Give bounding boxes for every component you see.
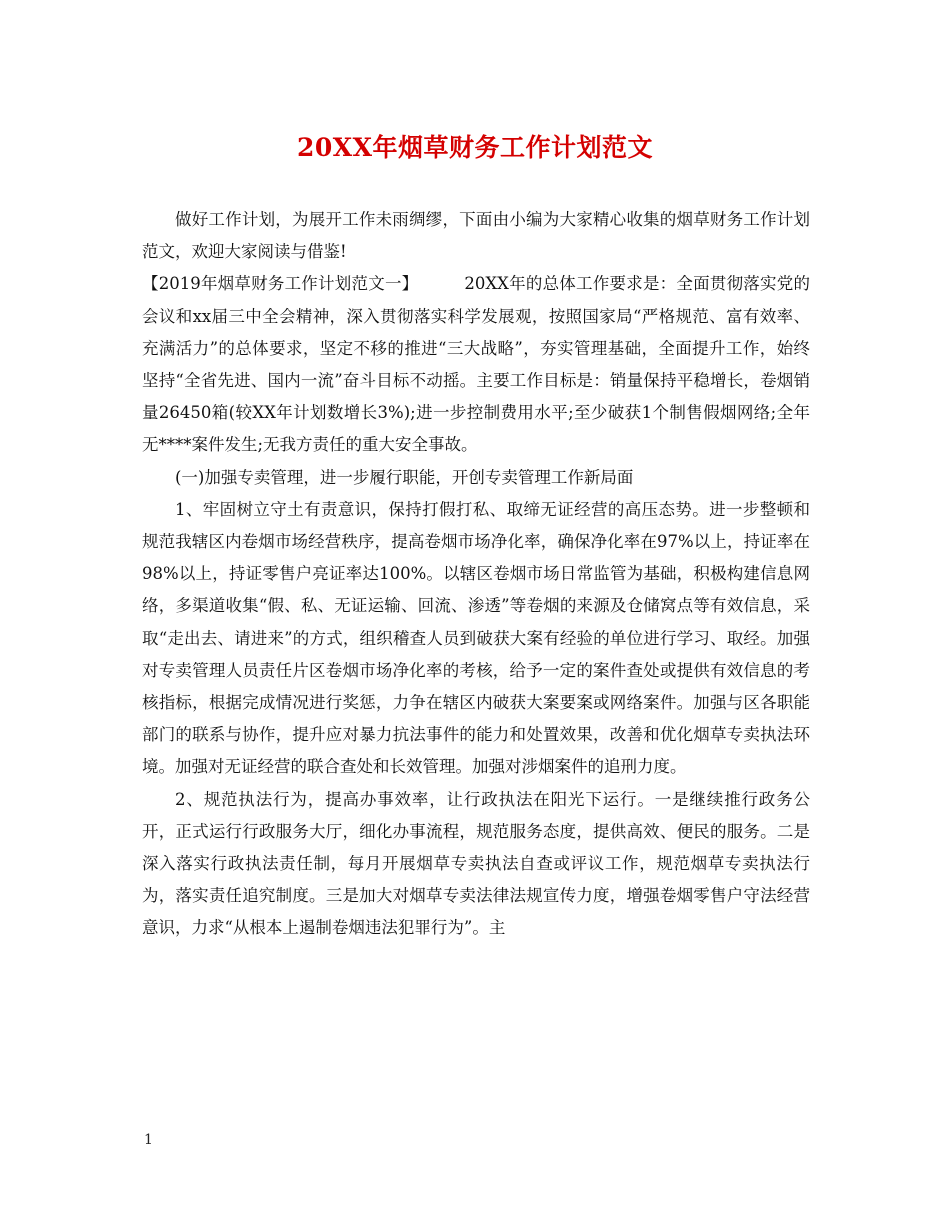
document-title: 20XX年烟草财务工作计划范文 (296, 133, 654, 162)
document-body (142, 204, 810, 945)
page-number: 1 (144, 1132, 153, 1148)
paragraph-3: 2、规范执法行为，提高办事效率，让行政执法在阳光下运行。一是继续推行政务公开，正式运行行政服务大厅，细化办事流程，规范服务态度，提供高效、便民的服务。二是深入落实行政执法责任制，每月开展烟草专卖执法自查或评议工作，规范烟草专卖执法行为，落实责任追究制度。三是加大对烟草专卖法律法规宣传力度，增强卷烟零售户守法经营意识，力求“从根本上遏制卷烟违法犯罪行为”。主 (142, 789, 810, 938)
paragraph-1: 20XX年的总体工作要求是：全面贯彻落实党的会议和xx届三中全会精神，深入贯彻落实科学发展观，按照国家局“严格规范、富有效率、充满活力”的总体要求，坚定不移的推进“三大战略”，夯实管理基础，全面提升工作，始终坚持“全省先进、国内一流”奋斗目标不动摇。主要工作目标是：销量保持平稳增长，卷烟销量26450箱(较XX年计划数增长3%);进一步控制费用水平;至少破获1个制售假烟网络;全年无****案件发生;无我方责任的重大安全事故。 (142, 274, 810, 455)
paragraph-2: 1、牢固树立守土有责意识，保持打假打私、取缔无证经营的高压态势。进一步整顿和规范我辖区内卷烟市场经营秩序，提高卷烟市场净化率，确保净化率在97%以上，持证率在98%以上，持证零售户亮证率达100%。以辖区卷烟市场日常监管为基础，积极构建信息网络，多渠道收集“假、私、无证运输、回流、渗透”等卷烟的来源及仓储窝点等有效信息，采取“走出去、请进来”的方式，组织稽查人员到破获大案有经验的单位进行学习、取经。加强对专卖管理人员责任片区卷烟市场净化率的考核，给予一定的案件查处或提供有效信息的考核指标，根据完成情况进行奖惩，力争在辖区内破获大案要案或网络案件。加强与区各职能部门的联系与协作，提升应对暴力抗法事件的能力和处置效果，改善和优化烟草专卖执法环境。加强对无证经营的联合查处和长效管理。加强对涉烟案件的追刑力度。 (142, 499, 810, 777)
intro-paragraph: 做好工作计划，为展开工作未雨绸缪，下面由小编为大家精心收集的烟草财务工作计划范文，欢迎大家阅读与借鉴! (142, 210, 810, 262)
section-heading: 【2019年烟草财务工作计划范文一】 (142, 274, 419, 294)
subheading-1: (一)加强专卖管理，进一步履行职能，开创专卖管理工作新局面 (175, 467, 634, 487)
section-paragraph (142, 268, 810, 461)
